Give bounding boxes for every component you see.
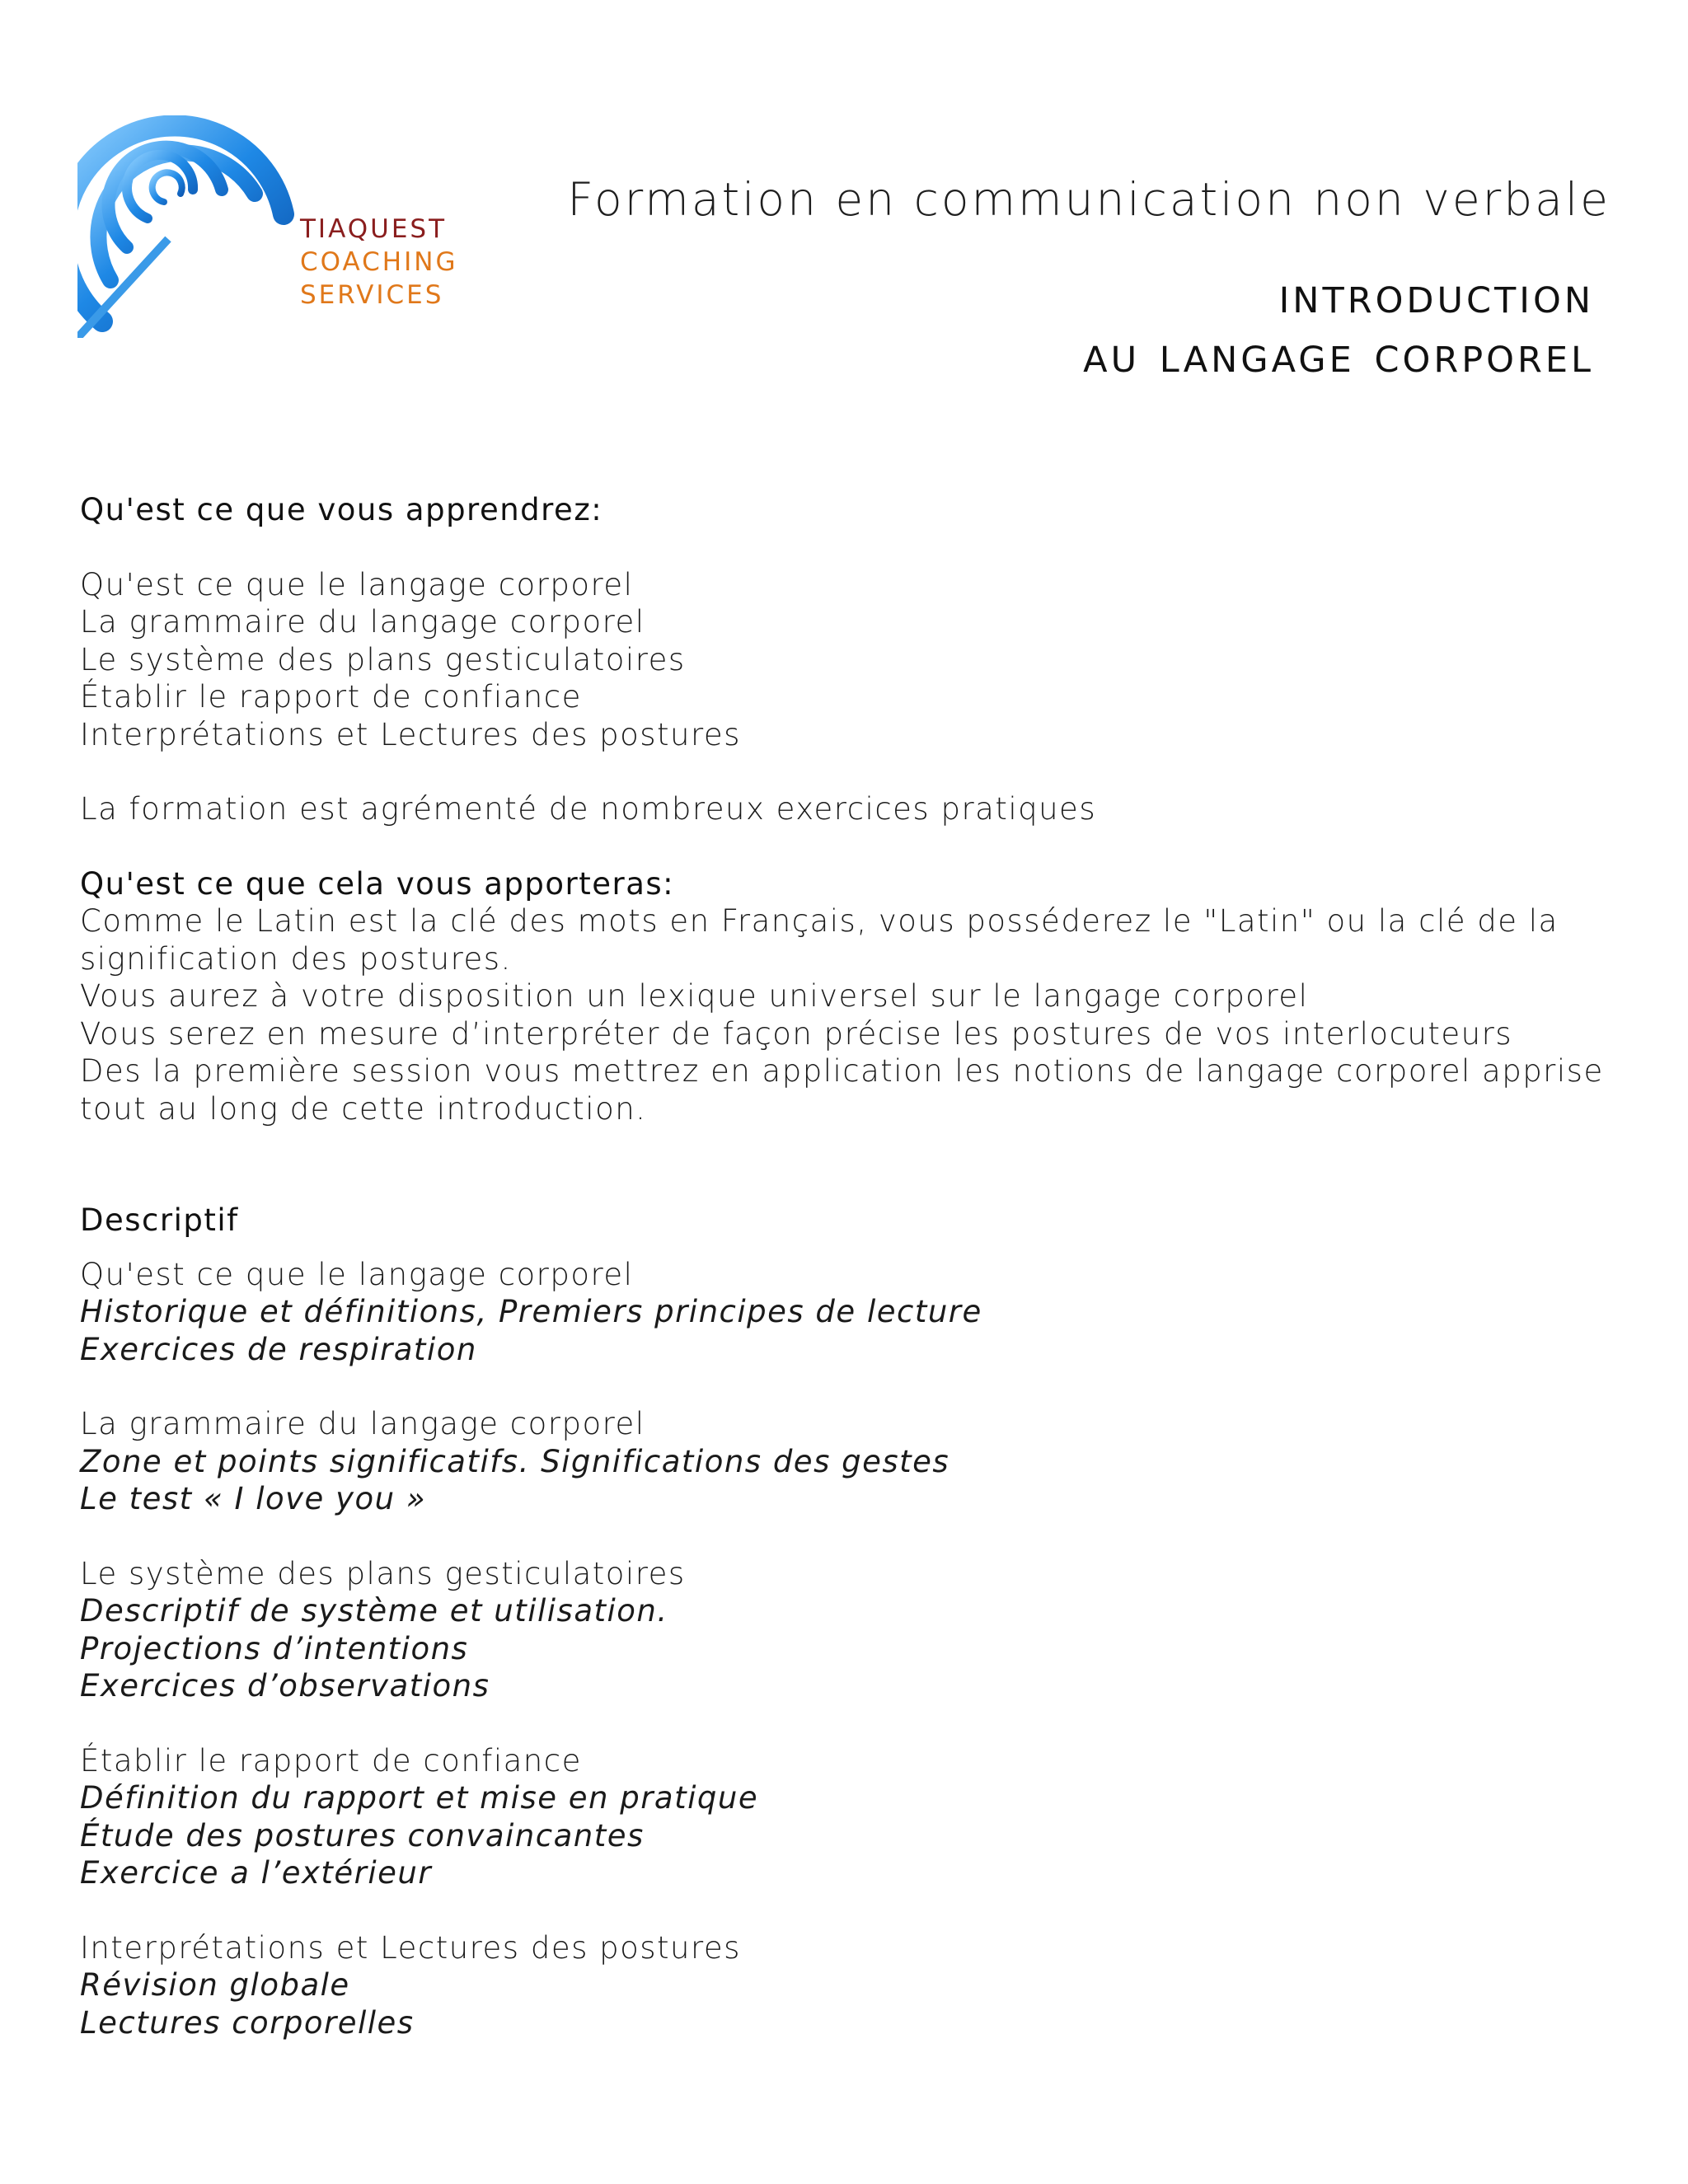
section-detail: Historique et définitions, Premiers principes de lecture [80, 1294, 982, 1329]
subtitle-line-1: introduction [1278, 265, 1594, 325]
logo-line-1: TIAQUEST [300, 214, 448, 244]
section-detail: Définition du rapport et mise en pratique [80, 1780, 759, 1816]
descriptif-heading: Descriptif [80, 1202, 239, 1238]
descriptif-section [80, 1742, 1613, 1892]
benefits-heading: Qu'est ce que cela vous apporteras: [80, 865, 675, 902]
subtitle-line-2: au langage corporel [1083, 324, 1594, 384]
section-detail: Le test « I love you » [80, 1481, 427, 1516]
benefit-item: Des la première session vous mettrez en application les notions de langage corporel apprise tout au long de cette introduction. [80, 1053, 1615, 1127]
section-detail: Exercices de respiration [80, 1331, 477, 1367]
learn-item: Le système des plans gesticulatoires [80, 641, 686, 677]
document-body [80, 491, 1613, 2041]
page-title: Formation en communication non verbale [567, 173, 1611, 226]
learn-item: Qu'est ce que le langage corporel [80, 566, 634, 602]
learn-item: Établir le rapport de confiance [80, 679, 582, 715]
benefit-item: Comme le Latin est la clé des mots en Français, vous posséderez le "Latin" ou la clé de la signification des postures. [80, 903, 1569, 977]
descriptif-section [80, 1256, 1613, 1369]
learn-list [80, 566, 1613, 754]
section-title: Qu'est ce que le langage corporel [80, 1256, 634, 1292]
section-detail: Exercices d’observations [80, 1668, 490, 1704]
descriptif-section [80, 1929, 1613, 2042]
section-detail: Étude des postures convaincantes [80, 1817, 645, 1854]
section-detail: Zone et points significatifs. Significations des gestes [80, 1443, 950, 1479]
section-detail: Exercice a l’extérieur [80, 1855, 433, 1891]
section-detail: Lectures corporelles [80, 2004, 415, 2041]
section-title: Établir le rapport de confiance [80, 1742, 582, 1779]
benefit-item: Vous aurez à votre disposition un lexique universel sur le langage corporel [80, 978, 1309, 1014]
section-detail: Révision globale [80, 1967, 350, 2003]
spiral-target-icon [77, 115, 325, 338]
page-subtitle [1083, 265, 1594, 384]
section-title: La grammaire du langage corporel [80, 1406, 645, 1441]
learn-heading: Qu'est ce que vous apprendrez: [80, 492, 603, 527]
descriptif-section [80, 1555, 1613, 1705]
learn-item: La grammaire du langage corporel [80, 604, 645, 640]
section-detail: Projections d’intentions [80, 1630, 469, 1666]
benefits-list [80, 902, 1613, 1127]
section-title: Le système des plans gesticulatoires [80, 1555, 686, 1591]
section-title: Interprétations et Lectures des postures [80, 1929, 741, 1966]
logo-wordmark [300, 213, 457, 312]
logo-line-3: SERVICES [300, 280, 444, 310]
descriptif-section [80, 1405, 1613, 1518]
learn-item: Interprétations et Lectures des postures [80, 716, 741, 752]
exercises-note: La formation est agrémenté de nombreux exercices pratiques [80, 791, 1097, 827]
section-detail: Descriptif de système et utilisation. [80, 1593, 668, 1629]
logo-line-2: COACHING [300, 247, 458, 277]
company-logo [77, 115, 523, 338]
benefit-item: Vous serez en mesure d’interpréter de façon précise les postures de vos interlocuteurs [80, 1015, 1513, 1052]
